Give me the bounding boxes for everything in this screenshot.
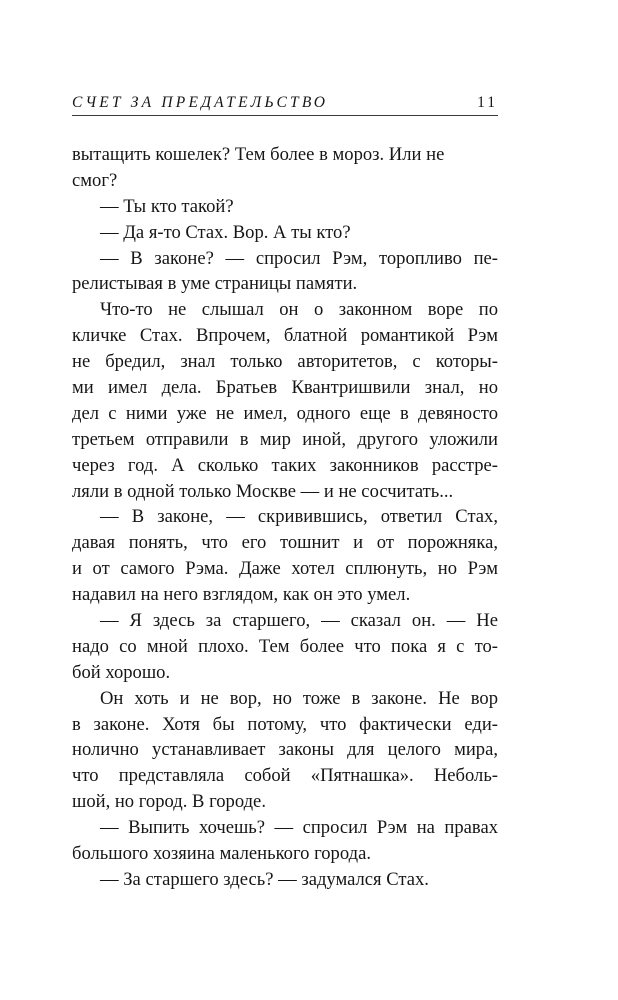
text-line: надо со мной плохо. Тем более что пока я с то-: [72, 635, 498, 657]
text-line: что представляла собой «Пятнашка». Неболь-: [72, 765, 498, 787]
running-title: СЧЕТ ЗА ПРЕДАТЕЛЬСТВО: [72, 94, 329, 111]
text-line: — Да я-то Стах. Вор. А ты кто?: [100, 221, 351, 243]
text-line: надавил на него взглядом, как он это умел.: [72, 584, 411, 606]
text-line: нолично устанавливает законы для целого мира,: [72, 739, 498, 761]
text-line: третьем отправили в мир иной, другого уложили: [72, 428, 498, 450]
text-line: — В законе, — скривившись, ответил Стах,: [100, 506, 498, 528]
text-line: бой хорошо.: [72, 661, 171, 683]
text-line: релистывая в уме страницы памяти.: [72, 273, 358, 295]
text-line: Он хоть и не вор, но тоже в законе. Не вор: [100, 687, 498, 709]
text-line: вытащить кошелек? Тем более в мороз. Или не: [72, 144, 445, 165]
text-line: не бредил, знал только авторитетов, с которы-: [72, 351, 498, 373]
running-header: [72, 93, 498, 116]
text-line: кличке Стах. Впрочем, блатной романтикой Рэм: [72, 325, 498, 347]
text-line: — Я здесь за старшего, — сказал он. — Не: [100, 610, 498, 632]
text-line: через год. А сколько таких законников расстре-: [72, 454, 498, 476]
text-line: ляли в одной только Москве — и не сосчитать...: [72, 480, 454, 502]
text-line: дел с ними уже не имел, одного еще в девяносто: [72, 402, 498, 424]
text-line: в законе. Хотя бы потому, что фактически еди-: [72, 713, 498, 735]
text-line: смог?: [72, 169, 118, 191]
text-line: — Выпить хочешь? — спросил Рэм на правах: [100, 817, 498, 839]
text-line: давая понять, что его тошнит и от порожняка,: [72, 532, 498, 554]
text-line: и от самого Рэма. Даже хотел сплюнуть, но Рэм: [72, 558, 498, 580]
text-line: большого хозяина маленького города.: [72, 843, 371, 865]
text-line: — В законе? — спросил Рэм, торопливо пе-: [100, 247, 498, 269]
page-number: 11: [477, 94, 498, 111]
text-line: — Ты кто такой?: [100, 195, 234, 217]
body-text: [72, 142, 498, 893]
text-line: ми имел дела. Братьев Квантришвили знал, но: [72, 377, 498, 399]
text-line: Что-то не слышал он о законном воре по: [100, 299, 498, 321]
text-line: — За старшего здесь? — задумался Стах.: [100, 868, 429, 890]
text-line: шой, но город. В городе.: [72, 791, 266, 813]
